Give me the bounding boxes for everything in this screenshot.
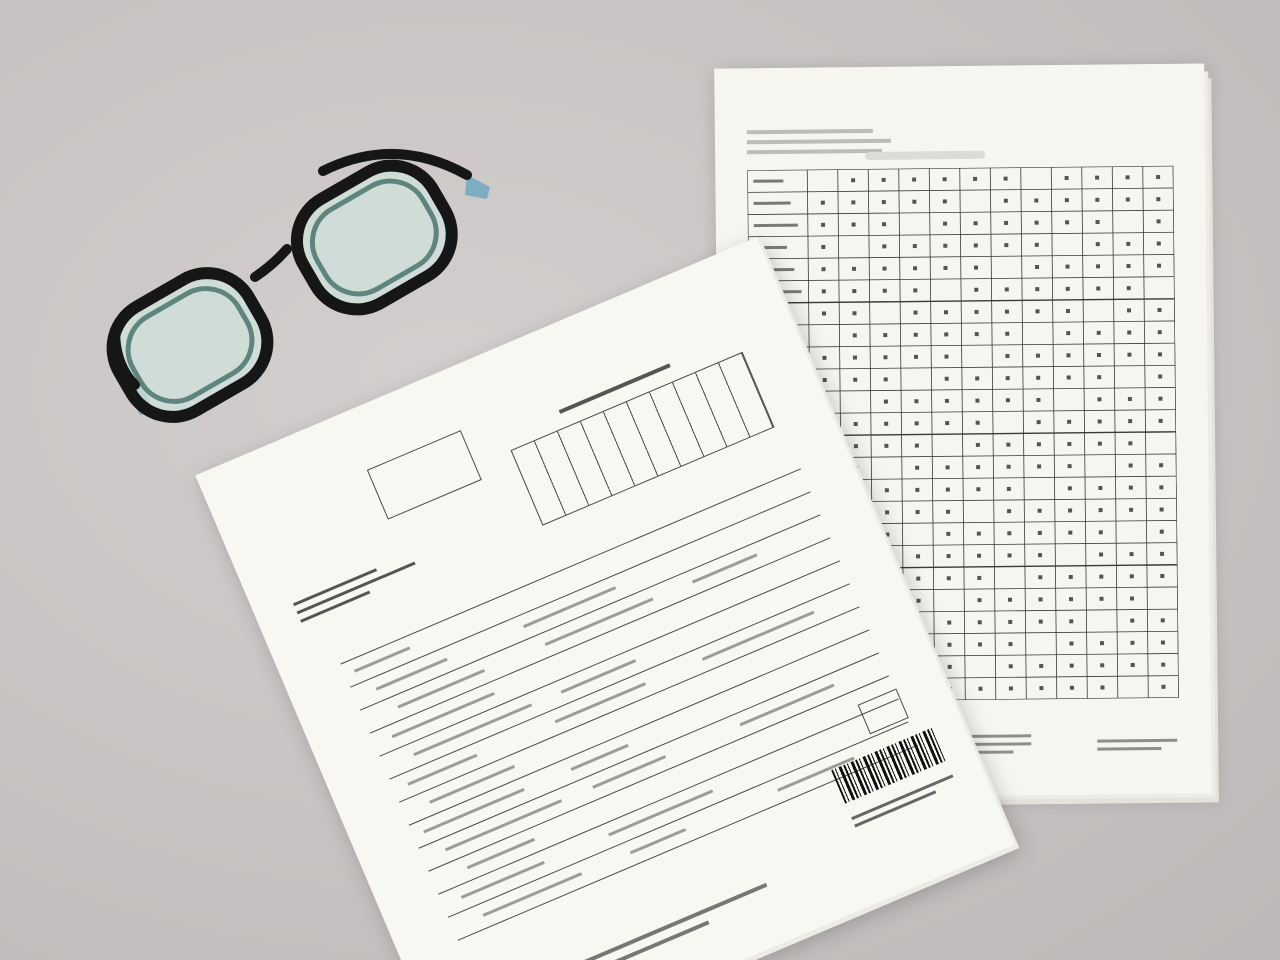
grid-cell-mark xyxy=(1156,197,1160,201)
grid-cell-mark xyxy=(1095,198,1099,202)
grid-cell-mark xyxy=(853,356,857,360)
grid-cell-mark xyxy=(975,376,979,380)
grid-cell-mark xyxy=(1004,243,1008,247)
grid-cell-mark xyxy=(1158,397,1162,401)
grid-row-line xyxy=(748,232,1174,236)
grid-cell-mark xyxy=(1098,419,1102,423)
grid-cell-mark xyxy=(948,665,952,669)
grid-cell-mark xyxy=(882,244,886,248)
grid-cell-mark xyxy=(1127,286,1131,290)
grid-cell-mark xyxy=(1128,397,1132,401)
grid-cell-mark xyxy=(1034,198,1038,202)
grid-cell-mark xyxy=(1068,531,1072,535)
grid-cell-mark xyxy=(884,422,888,426)
grid-cell-mark xyxy=(1005,354,1009,358)
grid-cell-mark xyxy=(1156,175,1160,179)
grid-cell-mark xyxy=(1100,685,1104,689)
grid-cell-mark xyxy=(1007,531,1011,535)
grid-cell-mark xyxy=(1066,331,1070,335)
grid-cell-mark xyxy=(944,332,948,336)
grid-cell-mark xyxy=(977,576,981,580)
grid-cell-mark xyxy=(1097,375,1101,379)
grid-cell-mark xyxy=(821,245,825,249)
grid-cell-mark xyxy=(973,177,977,181)
grid-cell-mark xyxy=(945,399,949,403)
grid-cell-mark xyxy=(1037,464,1041,468)
grid-cell-mark xyxy=(946,532,950,536)
grid-row-line xyxy=(748,254,1174,258)
grid-cell-mark xyxy=(883,333,887,337)
grid-cell-mark xyxy=(1130,552,1134,556)
grid-cell-mark xyxy=(1036,354,1040,358)
grid-cell-mark xyxy=(854,422,858,426)
grid-cell-mark xyxy=(1070,686,1074,690)
grid-cell-mark xyxy=(976,421,980,425)
grid-cell-mark xyxy=(916,577,920,581)
grid-cell-mark xyxy=(821,223,825,227)
grid-cell-mark xyxy=(947,576,951,580)
grid-cell-mark xyxy=(977,532,981,536)
grid-cell-mark xyxy=(883,267,887,271)
grid-row-line xyxy=(748,277,1174,281)
grid-cell-mark xyxy=(851,200,855,204)
grid-cell-mark xyxy=(914,399,918,403)
grid-cell-mark xyxy=(1127,353,1131,357)
grid-cell-mark xyxy=(1035,287,1039,291)
grid-cell-mark xyxy=(1128,441,1132,445)
grid-cell-mark xyxy=(852,223,856,227)
grid-cell-mark xyxy=(822,356,826,360)
grid-cell-mark xyxy=(913,244,917,248)
grid-cell-mark xyxy=(1161,663,1165,667)
grid-cell-mark xyxy=(1158,330,1162,334)
grid-cell-mark xyxy=(974,266,978,270)
grid-cell-mark xyxy=(1160,507,1164,511)
grid-cell-mark xyxy=(852,289,856,293)
grid-cell-mark xyxy=(1099,575,1103,579)
grid-cell-mark xyxy=(1157,219,1161,223)
grid-cell-mark xyxy=(882,200,886,204)
grid-cell-mark xyxy=(1035,221,1039,225)
grid-cell-mark xyxy=(1097,397,1101,401)
back-sheet-footer-left xyxy=(971,729,1031,759)
grid-cell-mark xyxy=(978,620,982,624)
grid-row-label-mark xyxy=(754,224,798,227)
grid-cell-mark xyxy=(1070,664,1074,668)
right-lens xyxy=(279,148,469,327)
grid-cell-mark xyxy=(1130,619,1134,623)
grid-cell-mark xyxy=(1127,308,1131,312)
grid-cell-mark xyxy=(853,333,857,337)
grid-cell-mark xyxy=(884,400,888,404)
grid-cell-mark xyxy=(1099,552,1103,556)
grid-cell-mark xyxy=(1035,265,1039,269)
grid-cell-mark xyxy=(822,267,826,271)
grid-cell-mark xyxy=(943,199,947,203)
grid-cell-mark xyxy=(851,178,855,182)
grid-cell-mark xyxy=(1159,463,1163,467)
grid-cell-mark xyxy=(943,244,947,248)
grid-cell-mark xyxy=(1037,442,1041,446)
grid-cell-mark xyxy=(882,178,886,182)
grid-cell-mark xyxy=(885,488,889,492)
grid-cell-mark xyxy=(1004,177,1008,181)
grid-cell-mark xyxy=(1067,420,1071,424)
grid-cell-mark xyxy=(853,378,857,382)
grid-cell-mark xyxy=(974,288,978,292)
grid-row-line xyxy=(747,188,1173,192)
grid-cell-mark xyxy=(976,443,980,447)
grid-cell-mark xyxy=(883,355,887,359)
grid-cell-mark xyxy=(885,533,889,537)
grid-cell-mark xyxy=(1130,596,1134,600)
grid-cell-mark xyxy=(1065,198,1069,202)
grid-cell-mark xyxy=(976,465,980,469)
grid-cell-mark xyxy=(1157,242,1161,246)
grid-cell-mark xyxy=(1096,242,1100,246)
grid-cell-mark xyxy=(974,310,978,314)
grid-cell-mark xyxy=(913,266,917,270)
grid-cell-mark xyxy=(944,310,948,314)
grid-cell-mark xyxy=(1035,309,1039,313)
grid-cell-mark xyxy=(885,510,889,514)
grid-cell-mark xyxy=(946,510,950,514)
grid-cell-mark xyxy=(943,222,947,226)
grid-cell-mark xyxy=(1006,398,1010,402)
grid-cell-mark xyxy=(1127,330,1131,334)
grid-cell-mark xyxy=(822,312,826,316)
grid-cell-mark xyxy=(916,510,920,514)
grid-cell-mark xyxy=(1007,487,1011,491)
grid-cell-mark xyxy=(1096,286,1100,290)
grid-cell-mark xyxy=(978,687,982,691)
grid-cell-mark xyxy=(822,289,826,293)
grid-cell-mark xyxy=(1038,597,1042,601)
grid-cell-mark xyxy=(913,288,917,292)
grid-cell-mark xyxy=(1099,530,1103,534)
grid-cell-mark xyxy=(915,466,919,470)
form-header-lines xyxy=(291,539,442,628)
grid-cell-mark xyxy=(1126,197,1130,201)
grid-cell-mark xyxy=(1069,619,1073,623)
grid-cell-mark xyxy=(1066,353,1070,357)
grid-cell-mark xyxy=(1008,642,1012,646)
grid-cell-mark xyxy=(823,378,827,382)
grid-cell-mark xyxy=(1039,686,1043,690)
grid-cell-mark xyxy=(974,243,978,247)
grid-cell-mark xyxy=(947,554,951,558)
grid-cell-mark xyxy=(1157,264,1161,268)
grid-cell-mark xyxy=(1036,398,1040,402)
grid-cell-mark xyxy=(854,444,858,448)
grid-cell-mark xyxy=(1161,640,1165,644)
grid-cell-mark xyxy=(912,178,916,182)
grid-cell-mark xyxy=(1126,175,1130,179)
grid-cell-mark xyxy=(1039,664,1043,668)
grid-cell-mark xyxy=(1130,574,1134,578)
grid-row-line xyxy=(749,321,1175,325)
grid-cell-mark xyxy=(974,221,978,225)
grid-cell-mark xyxy=(883,289,887,293)
grid-cell-mark xyxy=(975,399,979,403)
grid-cell-mark xyxy=(1126,242,1130,246)
grid-cell-mark xyxy=(1069,641,1073,645)
grid-cell-mark xyxy=(1158,352,1162,356)
grid-cell-mark xyxy=(1007,465,1011,469)
grid-cell-mark xyxy=(1097,331,1101,335)
grid-cell-mark xyxy=(1004,199,1008,203)
grid-cell-mark xyxy=(821,201,825,205)
grid-cell-mark xyxy=(852,267,856,271)
grid-cell-mark xyxy=(912,200,916,204)
grid-cell-mark xyxy=(1158,374,1162,378)
grid-cell-mark xyxy=(1035,243,1039,247)
grid-cell-mark xyxy=(882,222,886,226)
grid-cell-mark xyxy=(1005,332,1009,336)
grid-row-line xyxy=(749,343,1175,347)
grid-cell-mark xyxy=(1008,620,1012,624)
grid-cell-mark xyxy=(945,421,949,425)
grid-cell-mark xyxy=(1005,287,1009,291)
grid-cell-mark xyxy=(1157,308,1161,312)
grid-cell-mark xyxy=(943,177,947,181)
grid-cell-mark xyxy=(1009,664,1013,668)
grid-cell-mark xyxy=(944,355,948,359)
grid-cell-mark xyxy=(978,598,982,602)
grid-cell-mark xyxy=(1007,509,1011,513)
grid-cell-mark xyxy=(1038,531,1042,535)
grid-cell-mark xyxy=(977,554,981,558)
grid-cell-mark xyxy=(1128,419,1132,423)
grid-cell-mark xyxy=(1008,553,1012,557)
grid-cell-mark xyxy=(978,642,982,646)
grid-cell-mark xyxy=(1129,486,1133,490)
nose-bridge xyxy=(255,249,287,277)
grid-cell-mark xyxy=(1066,309,1070,313)
grid-cell-mark xyxy=(1066,287,1070,291)
grid-cell-mark xyxy=(914,333,918,337)
grid-cell-mark xyxy=(915,444,919,448)
grid-cell-mark xyxy=(1069,597,1073,601)
form-top-box xyxy=(367,430,482,520)
grid-cell-mark xyxy=(1096,220,1100,224)
grid-cell-mark xyxy=(1099,597,1103,601)
grid-cell-mark xyxy=(917,599,921,603)
grid-cell-mark xyxy=(1006,443,1010,447)
grid-cell-mark xyxy=(1066,265,1070,269)
grid-cell-mark xyxy=(1009,686,1013,690)
back-sheet-footer-right xyxy=(1097,734,1177,756)
grid-row-label-mark xyxy=(754,202,791,205)
grid-cell-mark xyxy=(916,554,920,558)
grid-cell-mark xyxy=(1161,618,1165,622)
grid-cell-mark xyxy=(975,332,979,336)
grid-cell-mark xyxy=(1006,376,1010,380)
eyeglasses xyxy=(95,115,515,435)
grid-cell-mark xyxy=(1038,575,1042,579)
grid-cell-mark xyxy=(1159,485,1163,489)
grid-cell-mark xyxy=(1038,509,1042,513)
grid-cell-mark xyxy=(1004,221,1008,225)
grid-cell-mark xyxy=(1039,620,1043,624)
back-sheet-field xyxy=(865,151,985,160)
grid-cell-mark xyxy=(884,377,888,381)
grid-cell-mark xyxy=(1160,530,1164,534)
grid-cell-mark xyxy=(1100,641,1104,645)
grid-cell-mark xyxy=(1096,264,1100,268)
grid-cell-mark xyxy=(1005,310,1009,314)
grid-cell-mark xyxy=(1099,508,1103,512)
grid-cell-mark xyxy=(1069,575,1073,579)
grid-cell-mark xyxy=(1097,353,1101,357)
grid-cell-mark xyxy=(915,488,919,492)
grid-cell-mark xyxy=(914,355,918,359)
grid-cell-mark xyxy=(947,621,951,625)
grid-cell-mark xyxy=(1127,264,1131,268)
grid-cell-mark xyxy=(1067,375,1071,379)
grid-cell-mark xyxy=(884,444,888,448)
grid-cell-mark xyxy=(946,488,950,492)
grid-cell-mark xyxy=(1065,176,1069,180)
grid-cell-mark xyxy=(1131,663,1135,667)
grid-cell-mark xyxy=(947,643,951,647)
grid-cell-mark xyxy=(1159,419,1163,423)
grid-cell-mark xyxy=(946,465,950,469)
grid-row-line xyxy=(749,299,1175,303)
grid-cell-mark xyxy=(1036,376,1040,380)
grid-cell-mark xyxy=(1160,574,1164,578)
grid-row-label-mark xyxy=(753,179,783,182)
grid-cell-mark xyxy=(915,421,919,425)
grid-row-line xyxy=(748,210,1174,214)
grid-cell-mark xyxy=(1098,442,1102,446)
grid-cell-mark xyxy=(1098,486,1102,490)
left-lens xyxy=(95,256,285,435)
grid-cell-mark xyxy=(1100,663,1104,667)
grid-cell-mark xyxy=(1160,552,1164,556)
grid-cell-mark xyxy=(1068,464,1072,468)
grid-cell-mark xyxy=(944,266,948,270)
grid-cell-mark xyxy=(1068,486,1072,490)
grid-cell-mark xyxy=(1065,220,1069,224)
grid-cell-mark xyxy=(1130,641,1134,645)
grid-cell-mark xyxy=(976,487,980,491)
grid-cell-mark xyxy=(852,311,856,315)
grid-cell-mark xyxy=(1161,685,1165,689)
grid-cell-mark xyxy=(1037,420,1041,424)
grid-cell-mark xyxy=(913,311,917,315)
grid-cell-mark xyxy=(1129,463,1133,467)
grid-cell-mark xyxy=(1068,508,1072,512)
grid-cell-mark xyxy=(1129,508,1133,512)
grid-cell-mark xyxy=(1038,553,1042,557)
grid-cell-mark xyxy=(1067,442,1071,446)
grid-cell-mark xyxy=(945,377,949,381)
grid-cell-mark xyxy=(1008,598,1012,602)
grid-cell-mark xyxy=(1095,176,1099,180)
